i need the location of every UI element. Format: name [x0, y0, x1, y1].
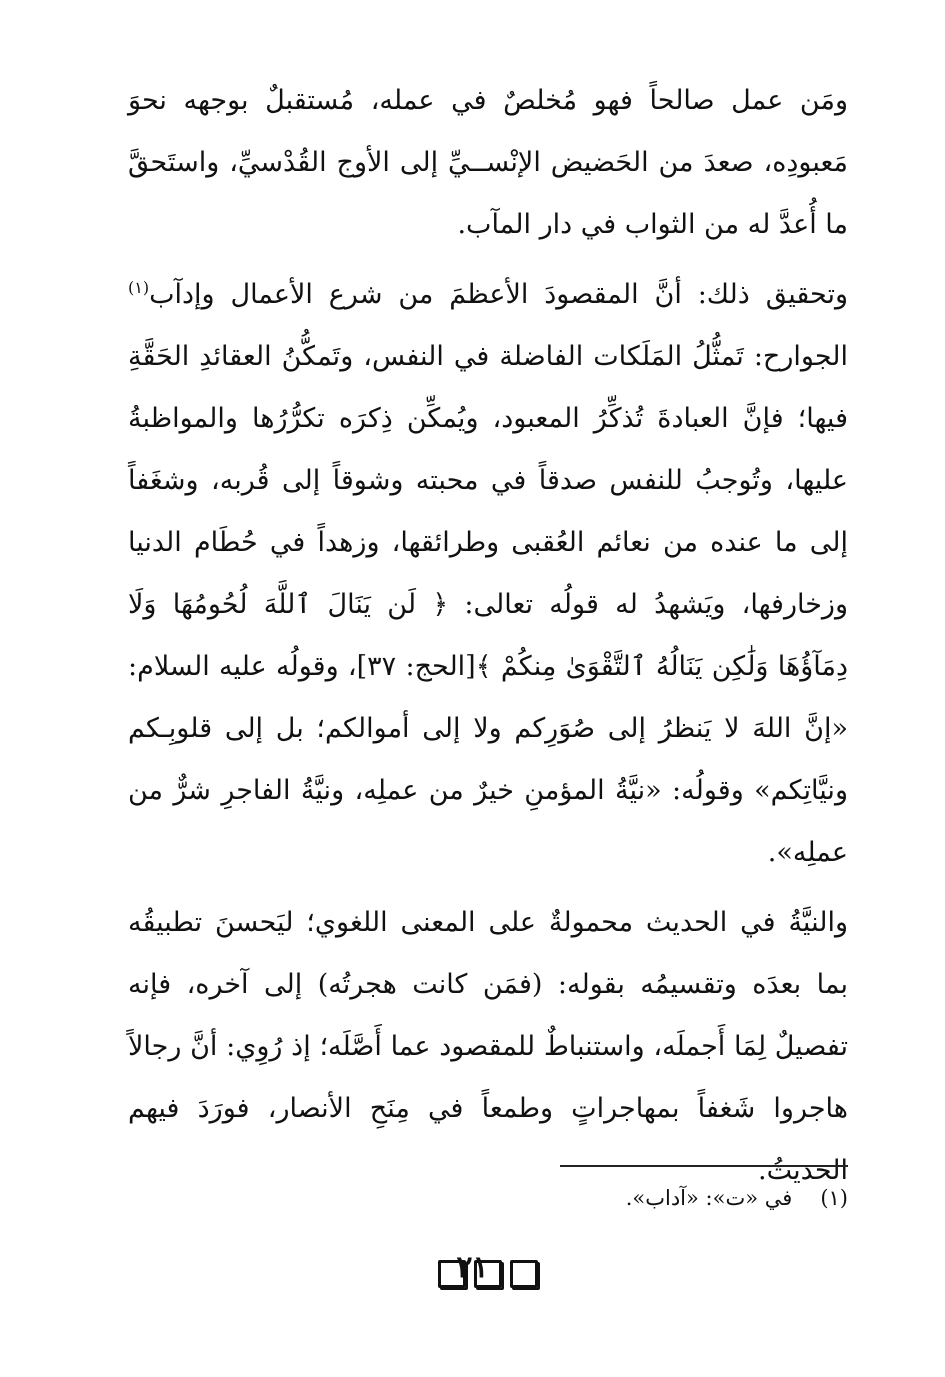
- footnote: [626, 1180, 848, 1216]
- paragraph-2-text-end: الجوارح: تَمثُّلُ المَلَكات الفاضلة في النفس، وتَمكُّنُ العقائدِ الحَقَّةِ فيها؛ فإنَّ العبادةَ تُذكِّرُ المعبود، ويُمكِّن ذِكرَه تكرُّرُها والمواظبةُ عليها، وتُوجبُ للنفس صدقاً في محبته وشوقاً إلى قُربه، وشغَفاً إلى ما عنده من نعائم العُقبى وطرائقها، وزهداً في حُطَام الدنيا وزخارفها، ويَشهدُ له قولُه تعالى: ﴿ لَن يَنَالَ ٱللَّهَ لُحُومُهَا وَلَا دِمَآؤُهَا وَلَٰكِن يَنَالُهُ ٱلتَّقْوَىٰ مِنكُمْ ﴾[الحج: ٣٧]، وقولُه عليه السلام: «إنَّ اللهَ لا يَنظرُ إلى صُوَرِكم ولا إلى أموالكم؛ بل إلى قلوبِـكم ونيَّاتِكم» وقولُه: «نيَّةُ المؤمنِ خيرٌ من عملِه، ونيَّةُ الفاجرِ شرٌّ من عملِه».: [128, 341, 848, 868]
- footnote-reference: (١): [128, 278, 150, 297]
- paragraph-1: ومَن عمل صالحاً فهو مُخلصٌ في عمله، مُستقبلٌ بوجهه نحوَ مَعبودِه، صعدَ من الحَضيض الإنْســيِّ إلى الأوج القُدْسيِّ، واستَحقَّ ما أُعدَّ له من الثواب في دار المآب.: [128, 85, 848, 240]
- footnote-text: في «ت»: «آداب».: [625, 1186, 793, 1210]
- paragraph-2: [128, 264, 848, 884]
- page-number: ٢١: [456, 1250, 489, 1285]
- paragraph-3: والنيَّةُ في الحديث محمولةٌ على المعنى اللغوي؛ ليَحسنَ تطبيقُه بما بعدَه وتقسيمُه بقوله: (فمَن كانت هجرتُه) إلى آخره، فإنه تفصيلٌ لِمَا أَجملَه، واستنباطٌ للمقصود عما أَصَّلَه؛ إذ رُوِي: أنَّ رجالاً هاجروا شَغفاً بمهاجراتٍ وطمعاً في مِنَحِ الأنصار، فورَدَ فيهم الحديثُ.: [128, 907, 848, 1186]
- footnote-number: (١): [820, 1186, 848, 1210]
- paragraph-gap: [128, 256, 848, 264]
- page-body: [128, 70, 848, 1300]
- paragraph-2-text-start: وتحقيق ذلك: أنَّ المقصودَ الأعظمَ من شرع الأعمال وإدآب: [149, 279, 848, 310]
- paragraph-gap: [128, 884, 848, 892]
- footnote-divider: [560, 1165, 848, 1167]
